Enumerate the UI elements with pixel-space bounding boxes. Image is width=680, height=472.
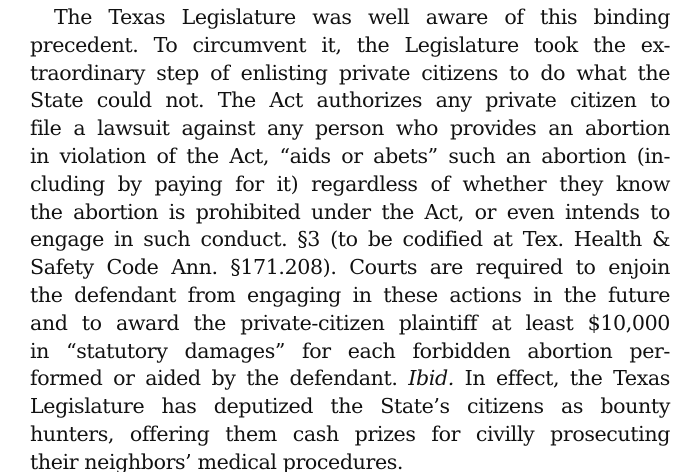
text-line: precedent. To circumvent it, the Legislature took the ex- (30, 32, 670, 57)
text-line: The Texas Legislature was well aware of this binding (54, 5, 670, 29)
text-line: cluding by paying for it) regardless of whether they know (30, 171, 670, 196)
text-line: in “statutory damages” for each forbidden abortion per- (30, 338, 670, 363)
text-line: Safety Code Ann. §171.208). Courts are required to enjoin (30, 255, 670, 280)
text-segment: In effect, the Texas (464, 366, 670, 391)
text-line: the abortion is prohibited under the Act, or even intends to (30, 199, 670, 224)
text-line: in violation of the Act, “aids or abets” such an abortion (in- (30, 143, 670, 168)
text-segment: formed or aided by the defendant. (30, 366, 398, 391)
text-line: State could not. The Act authorizes any private citizen to (30, 88, 670, 113)
text-line-with-citation (30, 365, 670, 393)
text-line: the defendant from engaging in these actions in the future (30, 282, 670, 307)
text-line: Legislature has deputized the State’s citizens as bounty (30, 394, 670, 419)
text-line: traordinary step of enlisting private citizens to do what the (30, 60, 670, 85)
opinion-paragraph (30, 4, 670, 472)
text-line: file a lawsuit against any person who provides an abortion (30, 116, 670, 141)
text-line: engage in such conduct. §3 (to be codified at Tex. Health & (30, 227, 670, 252)
cropped-previous-line (60, 0, 660, 2)
text-line-final: their neighbors’ medical procedures. (30, 449, 404, 472)
text-line: and to award the private-citizen plaintiff at least $10,000 (30, 310, 670, 335)
ibid-citation: Ibid. (408, 366, 454, 391)
text-line: hunters, offering them cash prizes for civilly prosecuting (30, 421, 670, 446)
